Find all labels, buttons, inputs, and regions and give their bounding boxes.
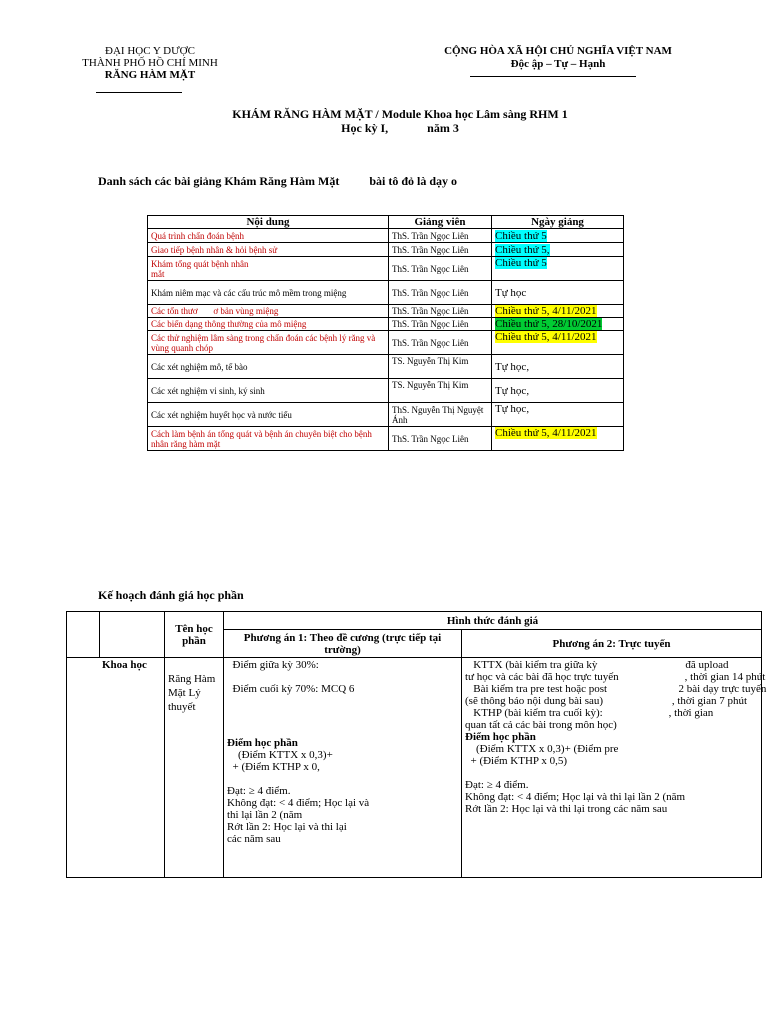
university-name: ĐẠI HỌC Y DƯỢC xyxy=(105,45,195,57)
lecture-lecturer: ThS. Trần Ngọc Liên xyxy=(389,281,492,305)
option-2-detail xyxy=(462,658,767,878)
lecture-date: Tự học, xyxy=(492,379,624,403)
header-date: Ngày giảng xyxy=(492,216,624,229)
eval-header-row xyxy=(67,612,762,630)
lecture-content: Các xét nghiệm mô, tế bào xyxy=(148,355,389,379)
lecture-lecturer: TS. Nguyễn Thị Kim xyxy=(389,379,492,403)
opt2-line: Bài kiểm tra pre test hoặc post 2 bài dạy trực tuyến xyxy=(465,683,767,695)
table-row xyxy=(148,379,624,403)
opt2-score-line: (Điểm KTTX x 0,3)+ (Điểm pre xyxy=(465,743,619,755)
opt2-line: tư học và các bài đã học trực tuyến , thời gian 14 phút xyxy=(465,671,766,683)
table-row xyxy=(148,243,624,257)
lecture-date xyxy=(492,305,624,318)
opt1-result: Không đạt: < 4 điểm; Học lại và xyxy=(227,797,370,809)
date-highlight: Chiều thứ 5 xyxy=(495,229,547,242)
lecture-content: Khám tổng quát bệnh nhân mắt xyxy=(148,257,389,281)
lecture-lecturer: ThS. Trần Ngọc Liên xyxy=(389,318,492,331)
lecture-content: Cách làm bệnh án tổng quát và bệnh án chuyên biệt cho bệnh nhân răng hàm mặt xyxy=(148,427,389,451)
lecture-lecturer: ThS. Trần Ngọc Liên xyxy=(389,305,492,318)
lecture-date: Tự học xyxy=(492,281,624,305)
opt2-line: quan tất cả các bài trong môn học) xyxy=(465,719,617,731)
table-row xyxy=(148,305,624,318)
header-lecturer: Giảng viên xyxy=(389,216,492,229)
lecture-content: Các xét nghiệm vi sinh, ký sinh xyxy=(148,379,389,403)
date-highlight: Chiều thứ 5, 4/11/2021 xyxy=(495,331,597,343)
date-highlight: Chiều thứ 5, 4/11/2021 xyxy=(495,305,597,317)
lecture-date xyxy=(492,427,624,451)
opt1-result: thi lại lần 2 (năm xyxy=(227,809,303,821)
table-row xyxy=(148,318,624,331)
lecture-content: Khám niêm mạc và các cấu trúc mô mềm trong miệng xyxy=(148,281,389,305)
institution-header xyxy=(60,45,240,81)
lecture-date xyxy=(492,257,624,281)
opt1-score-line: + (Điểm KTHP x 0, xyxy=(227,761,320,773)
city-name: THÀNH PHỐ HỒ CHÍ MINH xyxy=(82,57,218,69)
col-option-2: Phương án 2: Trực tuyến xyxy=(462,630,762,658)
lecture-date xyxy=(492,318,624,331)
lecture-content: Các xét nghiệm huyết học và nước tiểu xyxy=(148,403,389,427)
title-line-2: Học kỳ I, năm 3 xyxy=(341,121,459,135)
spacer xyxy=(227,695,458,737)
lecture-list-heading: Danh sách các bài giảng Khám Răng Hàm Mặt bài tô đỏ là dạy o xyxy=(98,174,458,188)
opt2-result: Rớt lần 2: Học lại và thi lại trong các năm sau xyxy=(465,803,668,815)
lecture-lecturer: TS. Nguyễn Thị Kim xyxy=(389,355,492,379)
eval-empty-cell xyxy=(100,612,165,658)
header-content: Nội dung xyxy=(148,216,389,229)
header-underline-right xyxy=(470,76,636,77)
evaluation-heading: Kế hoạch đánh giá học phần xyxy=(98,588,244,602)
lecture-content: Các thử nghiệm lâm sàng trong chẩn đoán các bệnh lý răng và vùng quanh chóp xyxy=(148,331,389,355)
col-subject-name: Tên học phần xyxy=(165,612,224,658)
opt1-score-line: (Điểm KTTX x 0,3)+ xyxy=(227,749,333,761)
eval-body-row xyxy=(67,658,762,878)
col-option-1: Phương án 1: Theo đề cương (trực tiếp tại trường) xyxy=(224,630,462,658)
motto: Độc ập – Tự – Hạnh xyxy=(510,58,606,70)
eval-empty-cell xyxy=(67,612,100,658)
opt2-line: KTTX (bài kiểm tra giữa kỳ đã upload xyxy=(465,659,729,671)
opt1-line: Điểm giữa kỳ 30%: xyxy=(227,659,319,671)
lecture-date xyxy=(492,243,624,257)
lecture-table-header xyxy=(148,216,624,229)
subject-name: Răng Hàm Mặt Lý thuyết xyxy=(165,658,224,878)
opt2-line: KTHP (bài kiểm tra cuối kỳ): , thời gian xyxy=(465,707,714,719)
date-highlight: Chiều thứ 5 xyxy=(495,257,547,269)
lecture-date xyxy=(492,331,624,355)
lecture-date xyxy=(492,229,624,243)
lecture-content: Quá trình chẩn đoán bệnh xyxy=(148,229,389,243)
opt2-score-title: Điểm học phần xyxy=(465,731,536,743)
table-row xyxy=(148,331,624,355)
lecture-lecturer: ThS. Trần Ngọc Liên xyxy=(389,331,492,355)
lecture-content: Giao tiếp bệnh nhân & hỏi bệnh sử xyxy=(148,243,389,257)
faculty-name: RĂNG HÀM MẶT xyxy=(104,69,196,81)
table-row xyxy=(148,427,624,451)
title-line-1: KHÁM RĂNG HÀM MẶT / Module Khoa học Lâm sàng RHM 1 xyxy=(232,107,568,121)
lecture-content: Các tổn thươ ơ bản vùng miệng xyxy=(148,305,389,318)
opt2-score-line: + (Điểm KTHP x 0,5) xyxy=(465,755,568,767)
table-row xyxy=(148,257,624,281)
lecture-lecturer: ThS. Nguyễn Thị Nguyệt Ánh xyxy=(389,403,492,427)
national-header xyxy=(418,45,698,71)
table-row xyxy=(148,355,624,379)
opt1-result: Rớt lần 2: Học lại và thi lại xyxy=(227,821,347,833)
opt2-result: Đạt: ≥ 4 điểm. xyxy=(465,779,529,791)
col-assessment-form: Hình thức đánh giá xyxy=(224,612,762,630)
option-1-detail xyxy=(224,658,462,878)
table-row xyxy=(148,229,624,243)
lecture-date: Tự học, xyxy=(492,355,624,379)
lecture-lecturer: ThS. Trần Ngọc Liên xyxy=(389,229,492,243)
opt1-result: các năm sau xyxy=(227,833,281,845)
date-highlight: Chiều thứ 5, xyxy=(495,243,550,256)
opt1-line: Điểm cuối kỳ 70%: MCQ 6 xyxy=(227,683,355,695)
table-row xyxy=(148,403,624,427)
opt2-line: (sẽ thông báo nội dung bài sau) , thời gian 7 phút xyxy=(465,695,748,707)
document-title xyxy=(120,107,680,135)
row-label: Khoa học xyxy=(67,658,165,878)
opt1-result: Đạt: ≥ 4 điểm. xyxy=(227,785,291,797)
opt2-result: Không đạt: < 4 điểm; Học lại và thi lại lần 2 (năm xyxy=(465,791,686,803)
opt1-score-title: Điểm học phần xyxy=(227,737,298,749)
lecture-table xyxy=(147,215,624,451)
country-name: CỘNG HÒA XÃ HỘI CHỦ NGHĨA VIỆT NAM xyxy=(444,45,672,57)
lecture-lecturer: ThS. Trần Ngọc Liên xyxy=(389,257,492,281)
opt1-line xyxy=(227,671,458,683)
date-highlight: Chiều thứ 5, 28/10/2021 xyxy=(495,318,603,330)
spacer xyxy=(227,773,458,785)
evaluation-table xyxy=(66,611,767,878)
date-highlight: Chiều thứ 5, 4/11/2021 xyxy=(495,427,597,439)
spacer xyxy=(465,767,758,779)
lecture-date: Tự học, xyxy=(492,403,624,427)
lecture-lecturer: ThS. Trần Ngọc Liên xyxy=(389,243,492,257)
lecture-content: Các biến dạng thông thường của mô miệng xyxy=(148,318,389,331)
header-underline-left xyxy=(96,92,182,93)
table-row xyxy=(148,281,624,305)
lecture-lecturer: ThS. Trần Ngọc Liên xyxy=(389,427,492,451)
